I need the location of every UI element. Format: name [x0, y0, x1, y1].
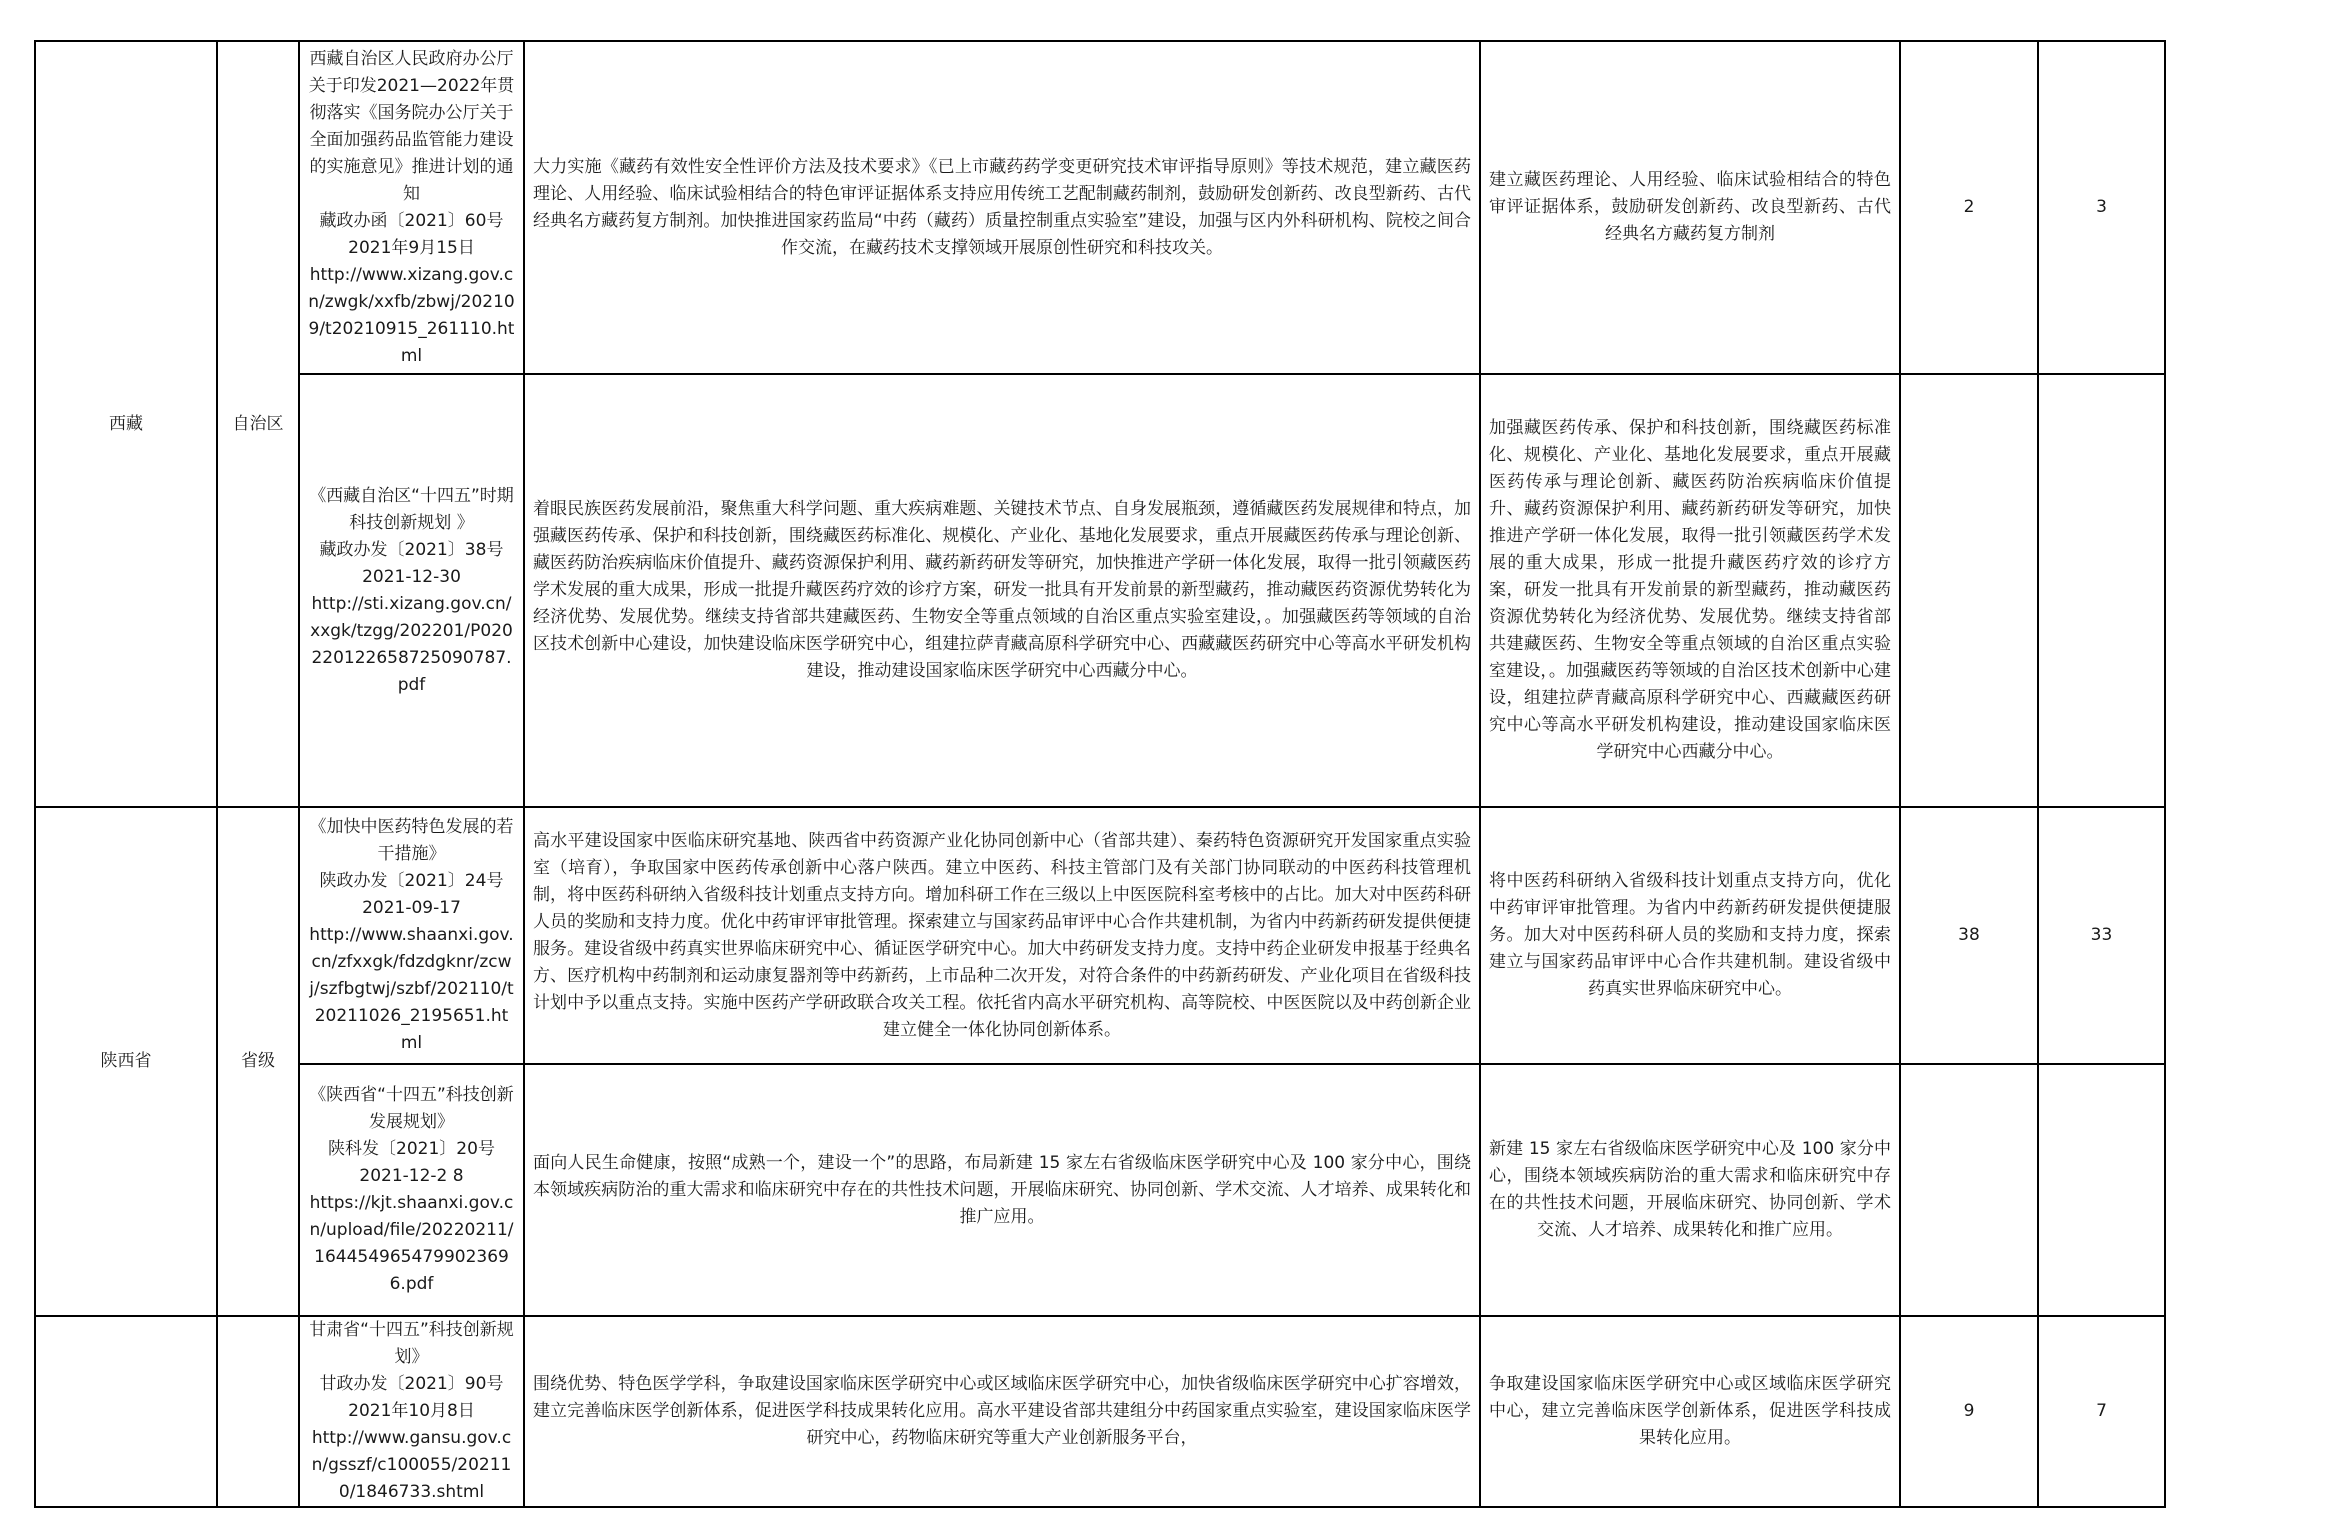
document-date: 2021年10月8日	[348, 1401, 475, 1421]
province-cell	[35, 1316, 217, 1507]
document-date: 2021-09-17	[362, 898, 461, 918]
count-cell	[1900, 374, 2038, 807]
count-cell: 9	[1900, 1316, 2038, 1507]
summary-cell: 加强藏医药传承、保护和科技创新，围绕藏医药标准化、规模化、产业化、基地化发展要求，重点开展藏医药传承与理论创新、藏医药防治疾病临床价值提升、藏药资源保护利用、藏药新药研发等研究，加快推进产学研一体化发展，取得一批引领藏医药学术发展的重大成果，形成一批提升藏医药疗效的诊疗方案，研发一批具有开发前景的新型藏药，推动藏医药资源优势转化为经济优势、发展优势。继续支持省部共建藏医药、生物安全等重点领域的自治区重点实验室建设，。加强藏医药等领域的自治区技术创新中心建设，组建拉萨青藏高原科学研究中心、西藏藏医药研究中心等高水平研发机构建设，推动建设国家临床医学研究中心西藏分中心。	[1480, 374, 1900, 807]
document-title: 西藏自治区人民政府办公厅关于印发2021—2022年贯彻落实《国务院办公厅关于全面加强药品监管能力建设的实施意见》推进计划的通知	[308, 48, 515, 204]
document-cell	[299, 1316, 524, 1507]
document-url: https://kjt.shaanxi.gov.cn/upload/file/20220211/1644549654799023696.pdf	[309, 1193, 514, 1294]
province-cell: 西藏	[35, 41, 217, 807]
document-title: 《陕西省“十四五”科技创新发展规划》	[309, 1085, 514, 1132]
document-cell	[299, 41, 524, 374]
table-row	[35, 374, 2165, 807]
summary-cell: 新建 15 家左右省级临床医学研究中心及 100 家分中心，围绕本领域疾病防治的重大需求和临床研究中存在的共性技术问题，开展临床研究、协同创新、学术交流、人才培养、成果转化和推广应用。	[1480, 1064, 1900, 1316]
document-url: http://www.xizang.gov.cn/zwgk/xxfb/zbwj/202109/t20210915_261110.html	[308, 264, 515, 366]
document-cell	[299, 1064, 524, 1316]
count-cell: 33	[2038, 807, 2165, 1064]
document-date: 2021年9月15日	[348, 237, 475, 258]
count-cell	[1900, 1064, 2038, 1316]
document-title: 《加快中医药特色发展的若干措施》	[309, 817, 514, 864]
document-url: http://www.gansu.gov.cn/gsszf/c100055/202110/1846733.shtml	[311, 1428, 512, 1502]
document-cell	[299, 807, 524, 1064]
summary-cell: 争取建设国家临床医学研究中心或区域临床医学研究中心，建立完善临床医学创新体系，促进医学科技成果转化应用。	[1480, 1316, 1900, 1507]
document-number: 甘政办发〔2021〕90号	[319, 1374, 504, 1394]
document-url: http://www.shaanxi.gov.cn/zfxxgk/fdzdgknr/zcwj/szfbgtwj/szbf/202110/t20211026_2195651.html	[309, 925, 514, 1053]
level-cell: 省级	[217, 807, 299, 1316]
document-title: 《西藏自治区“十四五”时期科技创新规划 》	[309, 485, 514, 533]
table-row	[35, 41, 2165, 374]
document-date: 2021-12-30	[362, 566, 461, 587]
document-number: 藏政办发〔2021〕38号	[319, 539, 504, 560]
count-cell	[2038, 1064, 2165, 1316]
count-cell: 38	[1900, 807, 2038, 1064]
document-url: http://sti.xizang.gov.cn/xxgk/tzgg/202201/P020220122658725090787.pdf	[310, 593, 513, 695]
count-cell: 7	[2038, 1316, 2165, 1507]
document-number: 陕政办发〔2021〕24号	[319, 871, 504, 891]
document-number: 陕科发〔2021〕20号	[328, 1139, 495, 1159]
table-row	[35, 1064, 2165, 1316]
measures-cell: 大力实施《藏药有效性安全性评价方法及技术要求》《已上市藏药药学变更研究技术审评指导原则》等技术规范，建立藏医药理论、人用经验、临床试验相结合的特色审评证据体系支持应用传统工艺配制藏药制剂，鼓励研发创新药、改良型新药、古代经典名方藏药复方制剂。加快推进国家药监局“中药（藏药）质量控制重点实验室”建设，加强与区内外科研机构、院校之间合作交流，在藏药技术支撑领域开展原创性研究和科技攻关。	[524, 41, 1480, 374]
summary-cell: 将中医药科研纳入省级科技计划重点支持方向，优化中药审评审批管理。为省内中药新药研发提供便捷服务。加大对中医药科研人员的奖励和支持力度，探索建立与国家药品审评中心合作共建机制。建设省级中药真实世界临床研究中心。	[1480, 807, 1900, 1064]
count-cell	[2038, 374, 2165, 807]
measures-cell: 着眼民族医药发展前沿，聚焦重大科学问题、重大疾病难题、关键技术节点、自身发展瓶颈，遵循藏医药发展规律和特点，加强藏医药传承、保护和科技创新，围绕藏医药标准化、规模化、产业化、基地化发展要求，重点开展藏医药传承与理论创新、藏医药防治疾病临床价值提升、藏药资源保护利用、藏药新药研发等研究，加快推进产学研一体化发展，取得一批引领藏医药学术发展的重大成果，形成一批提升藏医药疗效的诊疗方案，研发一批具有开发前景的新型藏药，推动藏医药资源优势转化为经济优势、发展优势。继续支持省部共建藏医药、生物安全等重点领域的自治区重点实验室建设，。加强藏医药等领域的自治区技术创新中心建设，加快建设临床医学研究中心，组建拉萨青藏高原科学研究中心、西藏藏医药研究中心等高水平研发机构建设，推动建设国家临床医学研究中心西藏分中心。	[524, 374, 1480, 807]
count-cell: 2	[1900, 41, 2038, 374]
table-row	[35, 1316, 2165, 1507]
count-cell: 3	[2038, 41, 2165, 374]
summary-cell: 建立藏医药理论、人用经验、临床试验相结合的特色审评证据体系，鼓励研发创新药、改良型新药、古代经典名方藏药复方制剂	[1480, 41, 1900, 374]
policy-table	[34, 40, 2166, 1508]
level-cell	[217, 1316, 299, 1507]
province-cell: 陕西省	[35, 807, 217, 1316]
document-cell	[299, 374, 524, 807]
document-number: 藏政办函〔2021〕60号	[319, 210, 504, 231]
measures-cell: 高水平建设国家中医临床研究基地、陕西省中药资源产业化协同创新中心（省部共建）、秦药特色资源研究开发国家重点实验室（培育），争取国家中医药传承创新中心落户陕西。建立中医药、科技主管部门及有关部门协同联动的中医药科技管理机制，将中医药科研纳入省级科技计划重点支持方向。增加科研工作在三级以上中医医院科室考核中的占比。加大对中医药科研人员的奖励和支持力度。优化中药审评审批管理。探索建立与国家药品审评中心合作共建机制，为省内中药新药研发提供便捷服务。建设省级中药真实世界临床研究中心、循证医学研究中心。加大中药研发支持力度。支持中药企业研发申报基于经典名方、医疗机构中药制剂和运动康复器剂等中药新药，上市品种二次开发，对符合条件的中药新药研发、产业化项目在省级科技计划中予以重点支持。实施中医药产学研政联合攻关工程。依托省内高水平研究机构、高等院校、中医医院以及中药创新企业建立健全一体化协同创新体系。	[524, 807, 1480, 1064]
measures-cell: 面向人民生命健康，按照“成熟一个，建设一个”的思路，布局新建 15 家左右省级临床医学研究中心及 100 家分中心，围绕本领域疾病防治的重大需求和临床研究中存在的共性技术问题，开展临床研究、协同创新、学术交流、人才培养、成果转化和推广应用。	[524, 1064, 1480, 1316]
document-date: 2021-12-2 8	[359, 1166, 464, 1186]
document-title: 甘肃省“十四五”科技创新规划》	[309, 1320, 514, 1367]
level-cell: 自治区	[217, 41, 299, 807]
measures-cell: 围绕优势、特色医学学科，争取建设国家临床医学研究中心或区域临床医学研究中心，加快省级临床医学研究中心扩容增效，建立完善临床医学创新体系，促进医学科技成果转化应用。高水平建设省部共建组分中药国家重点实验室，建设国家临床医学研究中心，药物临床研究等重大产业创新服务平台，	[524, 1316, 1480, 1507]
table-row	[35, 807, 2165, 1064]
